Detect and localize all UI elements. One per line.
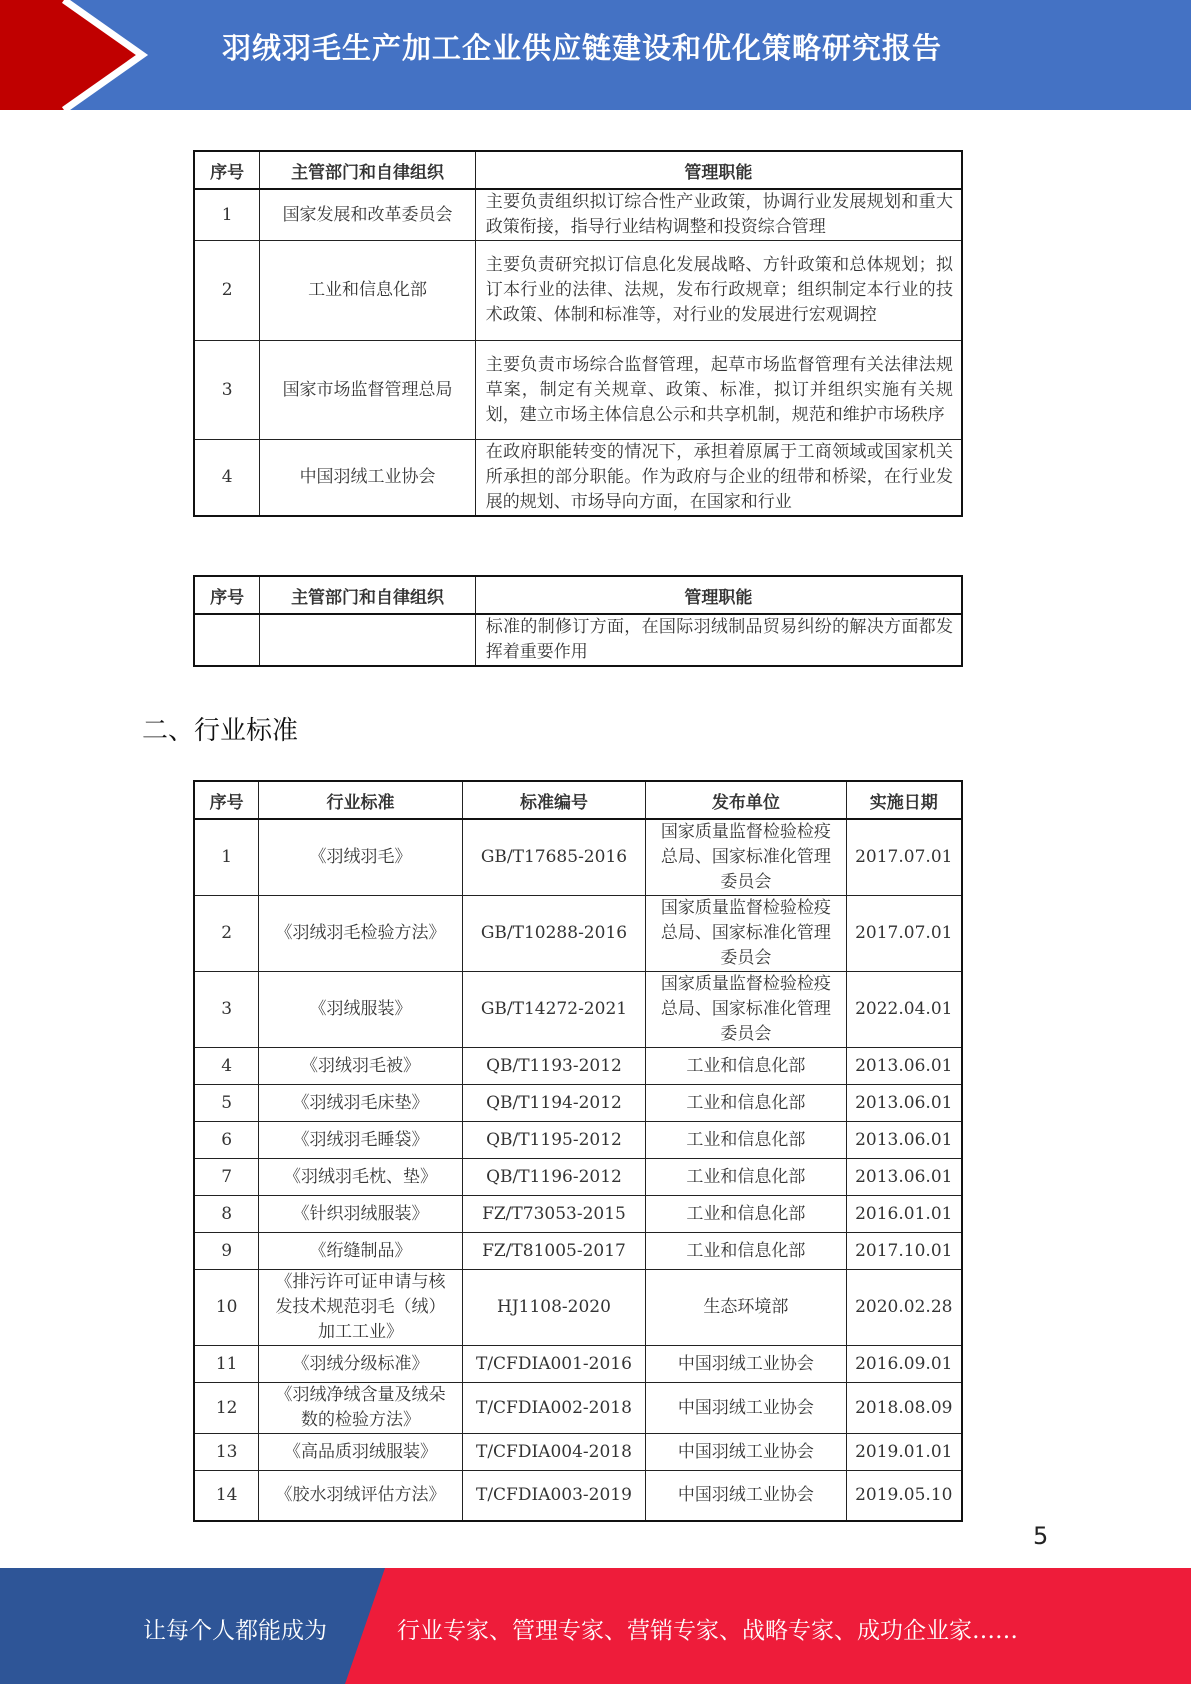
effective-date: 2018.08.09	[846, 1383, 962, 1434]
standard-code: GB/T10288-2016	[462, 896, 646, 972]
effective-date: 2016.09.01	[846, 1346, 962, 1383]
standard-name: 《羽绒羽毛检验方法》	[259, 896, 462, 972]
organization-name: 国家市场监督管理总局	[260, 341, 475, 440]
table-row	[194, 1122, 962, 1159]
table-row	[194, 1085, 962, 1122]
effective-date: 2017.07.01	[846, 896, 962, 972]
standard-name: 《羽绒羽毛被》	[259, 1048, 462, 1085]
table-row	[194, 1159, 962, 1196]
standard-code: FZ/T81005-2017	[462, 1233, 646, 1270]
standard-name: 《羽绒羽毛睡袋》	[259, 1122, 462, 1159]
issuing-body: 中国羽绒工业协会	[646, 1383, 846, 1434]
row-number: 1	[194, 819, 259, 896]
table-header-row	[194, 781, 962, 819]
standard-name: 《羽绒羽毛》	[259, 819, 462, 896]
header-banner	[0, 0, 1191, 110]
issuing-body: 工业和信息化部	[646, 1233, 846, 1270]
table-row	[194, 1233, 962, 1270]
organization-name: 国家发展和改革委员会	[260, 189, 475, 241]
standard-code: T/CFDIA001-2016	[462, 1346, 646, 1383]
table-row	[194, 1346, 962, 1383]
issuing-body: 工业和信息化部	[646, 1048, 846, 1085]
issuing-body: 国家质量监督检验检疫总局、国家标准化管理委员会	[646, 819, 846, 896]
effective-date: 2019.05.10	[846, 1471, 962, 1521]
effective-date: 2013.06.01	[846, 1159, 962, 1196]
effective-date: 2022.04.01	[846, 972, 962, 1048]
industry-standards-table	[193, 780, 963, 1522]
table-row	[194, 1196, 962, 1233]
effective-date: 2017.10.01	[846, 1233, 962, 1270]
header-no: 序号	[194, 781, 259, 819]
row-number: 2	[194, 896, 259, 972]
issuing-body: 工业和信息化部	[646, 1196, 846, 1233]
table-row	[194, 1048, 962, 1085]
issuing-body: 生态环境部	[646, 1270, 846, 1346]
footer-banner	[0, 1568, 1191, 1684]
standard-code: HJ1108-2020	[462, 1270, 646, 1346]
effective-date: 2016.01.01	[846, 1196, 962, 1233]
header-org: 主管部门和自律组织	[260, 576, 475, 614]
section-title: 二、行业标准	[142, 716, 299, 746]
effective-date: 2020.02.28	[846, 1270, 962, 1346]
table-header-row	[194, 576, 962, 614]
standard-name: 《羽绒净绒含量及绒朵数的检验方法》	[259, 1383, 462, 1434]
header-code: 标准编号	[462, 781, 646, 819]
table-row	[194, 896, 962, 972]
table-row	[194, 1434, 962, 1471]
row-number: 13	[194, 1434, 259, 1471]
row-number: 12	[194, 1383, 259, 1434]
standard-code: T/CFDIA003-2019	[462, 1471, 646, 1521]
standard-code: T/CFDIA002-2018	[462, 1383, 646, 1434]
header-duty: 管理职能	[475, 576, 962, 614]
standard-name: 《排污许可证申请与核发技术规范羽毛（绒）加工工业》	[259, 1270, 462, 1346]
row-number: 11	[194, 1346, 259, 1383]
table-row	[194, 189, 962, 241]
header-duty: 管理职能	[475, 151, 962, 189]
header-date: 实施日期	[846, 781, 962, 819]
row-number: 2	[194, 241, 260, 341]
management-duty: 主要负责市场综合监督管理，起草市场监督管理有关法律法规草案，制定有关规章、政策、标准，拟订并组织实施有关规划，建立市场主体信息公示和共享机制，规范和维护市场秩序	[475, 341, 962, 440]
effective-date: 2013.06.01	[846, 1122, 962, 1159]
row-number: 14	[194, 1471, 259, 1521]
standard-code: FZ/T73053-2015	[462, 1196, 646, 1233]
standard-code: T/CFDIA004-2018	[462, 1434, 646, 1471]
row-number: 8	[194, 1196, 259, 1233]
header-no: 序号	[194, 576, 260, 614]
authorities-table-continued	[193, 575, 963, 667]
standard-code: QB/T1194-2012	[462, 1085, 646, 1122]
standard-code: QB/T1196-2012	[462, 1159, 646, 1196]
standard-name: 《绗缝制品》	[259, 1233, 462, 1270]
table-row	[194, 341, 962, 440]
issuing-body: 国家质量监督检验检疫总局、国家标准化管理委员会	[646, 972, 846, 1048]
issuing-body: 工业和信息化部	[646, 1122, 846, 1159]
footer-slogan-left: 让每个人都能成为	[143, 1618, 327, 1644]
header-issuer: 发布单位	[646, 781, 846, 819]
organization-name: 工业和信息化部	[260, 241, 475, 341]
table-row	[194, 241, 962, 341]
row-number: 3	[194, 341, 260, 440]
standard-code: GB/T14272-2021	[462, 972, 646, 1048]
authorities-table	[193, 150, 963, 517]
issuing-body: 工业和信息化部	[646, 1085, 846, 1122]
row-number: 1	[194, 189, 260, 241]
standard-code: GB/T17685-2016	[462, 819, 646, 896]
row-number: 4	[194, 1048, 259, 1085]
effective-date: 2017.07.01	[846, 819, 962, 896]
issuing-body: 工业和信息化部	[646, 1159, 846, 1196]
document-title: 羽绒羽毛生产加工企业供应链建设和优化策略研究报告	[222, 31, 943, 65]
standard-name: 《高品质羽绒服装》	[259, 1434, 462, 1471]
standard-name: 《针织羽绒服装》	[259, 1196, 462, 1233]
header-arrow-icon	[0, 0, 160, 110]
table-row	[194, 1471, 962, 1521]
issuing-body: 国家质量监督检验检疫总局、国家标准化管理委员会	[646, 896, 846, 972]
row-number: 7	[194, 1159, 259, 1196]
management-duty: 标准的制修订方面，在国际羽绒制品贸易纠纷的解决方面都发挥着重要作用	[475, 614, 962, 666]
row-number	[194, 614, 260, 666]
management-duty: 主要负责研究拟订信息化发展战略、方针政策和总体规划；拟订本行业的法律、法规，发布行政规章；组织制定本行业的技术政策、体制和标准等，对行业的发展进行宏观调控	[475, 241, 962, 341]
row-number: 10	[194, 1270, 259, 1346]
management-duty: 在政府职能转变的情况下，承担着原属于工商领域或国家机关所承担的部分职能。作为政府与企业的纽带和桥梁，在行业发展的规划、市场导向方面，在国家和行业	[475, 440, 962, 517]
row-number: 3	[194, 972, 259, 1048]
table-row	[194, 1270, 962, 1346]
effective-date: 2013.06.01	[846, 1048, 962, 1085]
issuing-body: 中国羽绒工业协会	[646, 1346, 846, 1383]
table-row	[194, 440, 962, 517]
management-duty: 主要负责组织拟订综合性产业政策，协调行业发展规划和重大政策衔接，指导行业结构调整和投资综合管理	[475, 189, 962, 241]
standard-name: 《羽绒分级标准》	[259, 1346, 462, 1383]
standard-name: 《胶水羽绒评估方法》	[259, 1471, 462, 1521]
standard-code: QB/T1193-2012	[462, 1048, 646, 1085]
standard-code: QB/T1195-2012	[462, 1122, 646, 1159]
row-number: 5	[194, 1085, 259, 1122]
row-number: 9	[194, 1233, 259, 1270]
row-number: 4	[194, 440, 260, 517]
header-no: 序号	[194, 151, 260, 189]
page-number: 5	[1033, 1522, 1049, 1550]
header-org: 主管部门和自律组织	[260, 151, 475, 189]
footer-slogan-right: 行业专家、管理专家、营销专家、战略专家、成功企业家……	[397, 1618, 1018, 1644]
issuing-body: 中国羽绒工业协会	[646, 1471, 846, 1521]
header-standard: 行业标准	[259, 781, 462, 819]
table-row	[194, 819, 962, 896]
table-row	[194, 1383, 962, 1434]
effective-date: 2019.01.01	[846, 1434, 962, 1471]
organization-name	[260, 614, 475, 666]
issuing-body: 中国羽绒工业协会	[646, 1434, 846, 1471]
effective-date: 2013.06.01	[846, 1085, 962, 1122]
organization-name: 中国羽绒工业协会	[260, 440, 475, 517]
row-number: 6	[194, 1122, 259, 1159]
table-row	[194, 972, 962, 1048]
standard-name: 《羽绒羽毛床垫》	[259, 1085, 462, 1122]
table-header-row	[194, 151, 962, 189]
standard-name: 《羽绒服装》	[259, 972, 462, 1048]
table-row	[194, 614, 962, 666]
standard-name: 《羽绒羽毛枕、垫》	[259, 1159, 462, 1196]
